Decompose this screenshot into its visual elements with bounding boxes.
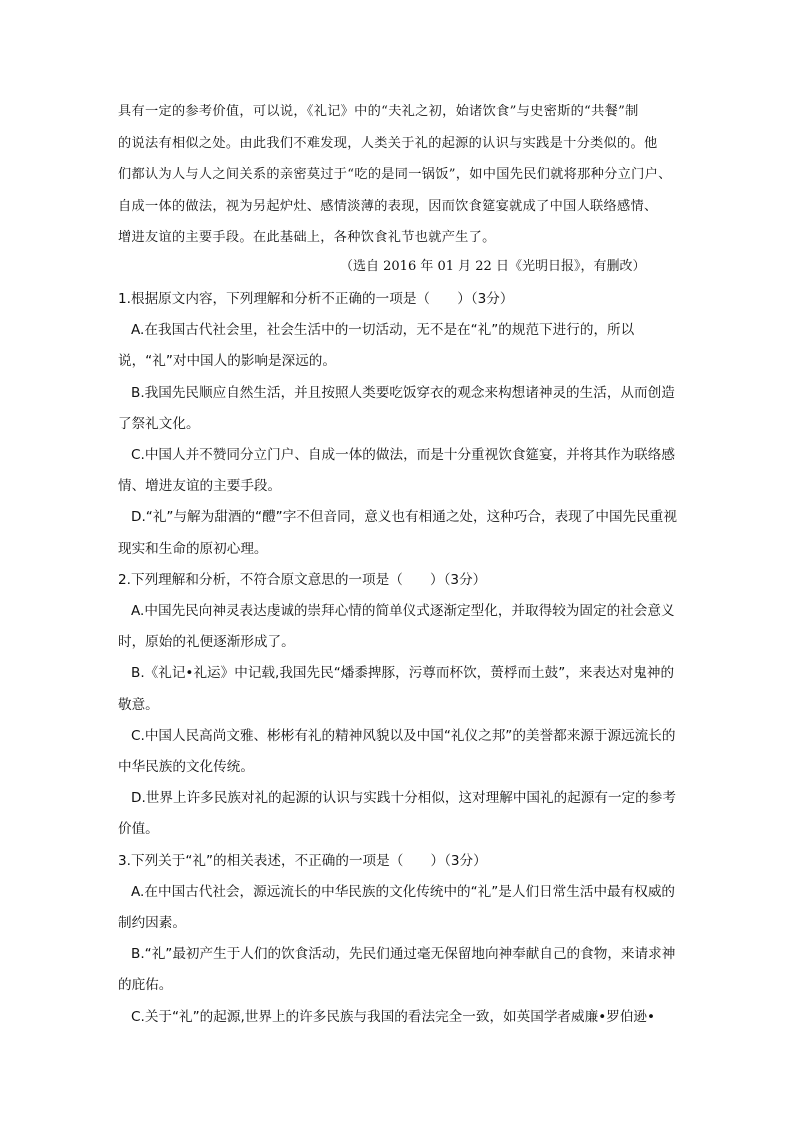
passage-line: 具有一定的参考价值，可以说，《礼记》中的“夫礼之初，始诸饮食”与史密斯的“共餐”制 xyxy=(118,104,639,119)
option-d: D.世界上许多民族对礼的起源的认识与实践十分相似，这对理解中国礼的起源有一定的参考价值。 xyxy=(118,790,676,838)
option-d: D.“礼”与解为甜酒的“醴”字不但音同，意义也有相通之处，这种巧合，表现了中国先民重视现实和生命的原初心理。 xyxy=(118,509,677,557)
question-stem: 3.下列关于“礼”的相关表述，不正确的一项是（ ）（3分） xyxy=(118,852,487,869)
option-a: A.中国先民向神灵表达虔诚的崇拜心情的简单仪式逐渐定型化，并取得较为固定的社会意义时，原始的礼便逐渐形成了。 xyxy=(118,603,675,651)
source-note: （选自 2016 年 01 月 22 日《光明日报》，有删改） xyxy=(340,259,646,274)
option-a: A.在中国古代社会，源远流长的中华民族的文化传统中的“礼”是人们日常生活中最有权威的制约因素。 xyxy=(118,883,676,932)
passage-line: 自成一体的做法，视为另起炉灶、感情淡薄的表现，因而饮食筵宴就成了中国人联络感情、 xyxy=(118,198,658,214)
question-stem: 2.下列理解和分析，不符合原文意思的一项是（ ）（3分） xyxy=(118,571,487,588)
option-b: B.我国先民顺应自然生活，并且按照人类要吃饭穿衣的观念来构想诸神灵的生活，从而创造了祭礼文化。 xyxy=(118,384,675,432)
passage-line: 的说法有相似之处。由此我们不难发现，人类关于礼的起源的认识与实践是十分类似的。他 xyxy=(118,135,658,151)
option-c: C.中国人民高尚文雅、彬彬有礼的精神风貌以及中国“礼仪之邦”的美誉都来源于源远流长的中华民族的文化传统。 xyxy=(118,727,676,776)
option-c: C.关于“礼”的起源,世界上的许多民族与我国的看法完全一致，如英国学者威廉•罗伯逊• xyxy=(131,1008,656,1025)
option-b: B.《礼记•礼运》中记载,我国先民“燔黍捭豚，污尊而杯饮，蒉桴而土鼓”，来表达对鬼神的敬意。 xyxy=(118,665,675,713)
passage-line: 增进友谊的主要手段。在此基础上，各种饮食礼节也就产生了。 xyxy=(118,230,496,245)
option-a: A.在我国古代社会里，社会生活中的一切活动，无不是在“礼”的规范下进行的，所以说，“礼”对中国人的影响是深远的。 xyxy=(118,322,635,370)
option-b: B.“礼”最初产生于人们的饮食活动，先民们通过毫无保留地向神奉献自己的食物，来请求神的庇佑。 xyxy=(118,946,676,994)
passage-tail xyxy=(118,96,683,254)
passage-line: 们都认为人与人之间关系的亲密莫过于“吃的是同一锅饭”，如中国先民们就将那种分立门户、 xyxy=(118,167,672,182)
question-stem: 1.根据原文内容，下列理解和分析不正确的一项是（ ）（3分） xyxy=(118,291,514,307)
question-block xyxy=(118,284,683,1033)
option-c: C.中国人并不赞同分立门户、自成一体的做法，而是十分重视饮食筵宴，并将其作为联络感情、增进友谊的主要手段。 xyxy=(118,447,675,495)
